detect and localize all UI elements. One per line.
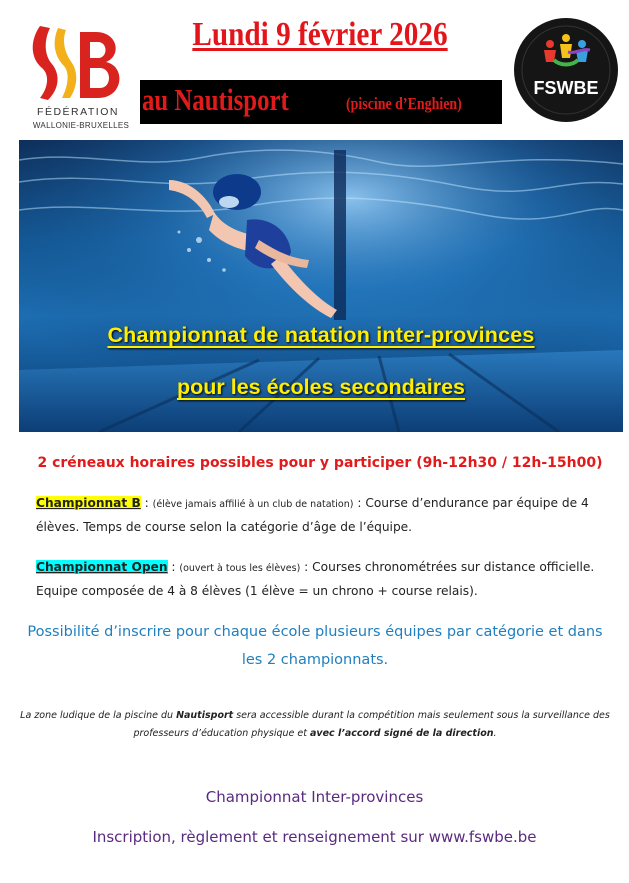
championnat-open-label: Championnat Open	[36, 560, 168, 574]
note-bold1: Nautisport	[176, 710, 234, 721]
fwb-logo-line1: FÉDÉRATION	[37, 106, 119, 118]
fswbe-logo	[510, 14, 622, 130]
note-part3: .	[493, 728, 497, 739]
championnat-b-colon: :	[140, 496, 149, 510]
note-bold2: avec l’accord signé de la direction	[310, 728, 494, 739]
hero-image	[19, 140, 623, 432]
championnat-b-label: Championnat B	[36, 496, 141, 510]
championnat-open-text: : Courses chronométrées sur distance officielle. Equipe composée de 4 à 8 élèves (1 élève = un chrono + course relais).	[36, 560, 595, 598]
hero-title-text: Championnat de natation inter-provinces	[107, 323, 535, 347]
fwb-logo	[22, 18, 140, 138]
hero-subtitle-text: pour les écoles secondaires	[177, 375, 465, 399]
event-date: Lundi 9 février 2026	[192, 16, 448, 53]
fswbe-logo-text: FSWBE	[533, 78, 599, 98]
footer-title: Championnat Inter-provinces	[205, 788, 424, 806]
teams-info: Possibilité d’inscrire pour chaque école plusieurs équipes par catégorie et dans les 2 championnats.	[27, 624, 603, 668]
venue-banner	[140, 80, 502, 124]
venue-detail: (piscine d’Enghien)	[346, 94, 462, 113]
hero-title	[19, 323, 623, 348]
note-part2: sera accessible durant la compétition mais seulement sous la surveillance des professeurs d’éducation physique et	[133, 710, 610, 739]
championnat-b-text: : Course d’endurance par équipe de 4 élèves. Temps de course selon la catégorie d’âge de l’équipe.	[36, 496, 589, 534]
venue-name: au Nautisport	[142, 82, 289, 117]
championnat-open-paragraph	[36, 556, 606, 602]
fwb-logo-line2: WALLONIE-BRUXELLES	[32, 121, 130, 130]
championnat-open-note: (ouvert à tous les élèves)	[179, 563, 301, 574]
note-part1: La zone ludique de la piscine du	[20, 710, 177, 721]
championnat-b-paragraph	[36, 492, 606, 538]
fwb-emblem-icon	[22, 18, 140, 106]
championnat-b-note: (élève jamais affilié à un club de natation)	[152, 499, 354, 510]
play-area-note	[20, 707, 610, 743]
hero-subtitle	[19, 375, 623, 400]
time-slots: 2 créneaux horaires possibles pour y participer (9h-12h30 / 12h-15h00)	[37, 455, 603, 471]
footer-info: Inscription, règlement et renseignement sur www.fswbe.be	[92, 828, 537, 846]
championnat-open-colon: :	[167, 560, 176, 574]
fswbe-emblem-icon	[510, 14, 622, 130]
